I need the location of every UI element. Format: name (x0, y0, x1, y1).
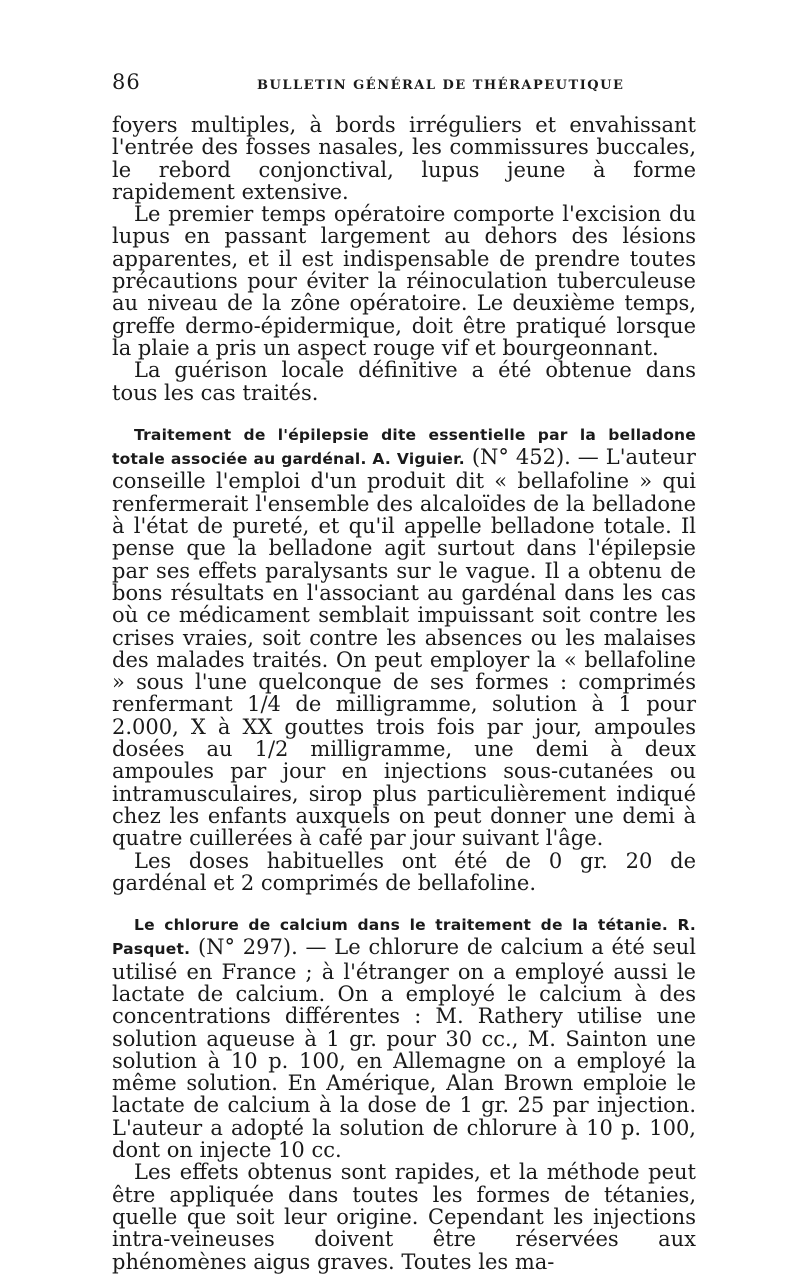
running-title: BULLETIN GÉNÉRAL DE THÉRAPEUTIQUE (257, 78, 625, 93)
page-header (112, 70, 696, 100)
paragraph: Les doses habituelles ont été de 0 gr. 20 de gardénal et 2 comprimés de bellafoline. (112, 848, 696, 895)
article-text: — L'auteur conseille l'emploi d'un produit dit « bellafoline » qui renfermerait l'ensemble des alcaloïdes de la belladone à l'état de pureté, et qu'il appelle belladone totale. Il pense que la belladone agit surtout dans l'épilepsie par ses effets paralysants sur le vague. Il a obtenu de bons résultats en l'associant au gardénal dans les cas où ce médicament semblait impuissant soit contre les crises vraies, soit contre les absences ou les malaises des malades traités. On peut employer la « bellafoline » sous l'une quelconque de ses formes : comprimés renfermant 1/4 de milligramme, solution à 1 pour 2.000, X à XX gouttes trois fois par jour, ampoules dosées au 1/2 milligramme, une demi à deux ampoules par jour en injections sous-cutanées ou intramusculaires, sirop plus particulièrement indiqué chez les enfants auxquels on peut donner une demi à quatre cuillerées à café par jour suivant l'âge. (112, 445, 696, 851)
paragraph: La guérison locale définitive a été obtenue dans tous les cas traités. (112, 358, 696, 405)
article-tetanie (112, 912, 696, 1161)
article-text: — Le chlorure de calcium a été seul utilisé en France ; à l'étranger on a employé aussi le lactate de calcium. On a employé le calcium à des concentrations différentes : M. Rathery utilise une solution aqueuse à 1 gr. pour 30 cc., M. Sainton une solution à 10 p. 100, en Allemagne on a employé la même solution. En Amérique, Alan Brown emploie le lactate de calcium à la dose de 1 gr. 25 par injection. L'auteur a adopté la solution de chlorure à 10 p. 100, dont on injecte 10 cc. (112, 935, 696, 1163)
paragraph: Les effets obtenus sont rapides, et la méthode peut être appliquée dans toutes les formes de tétanies, quelle que soit leur origine. Cependant les injections intra-veineuses doivent être réservées aux phénomènes aigus graves. Toutes les ma- (112, 1160, 696, 1274)
page-body (112, 114, 696, 1273)
paragraph-continued: foyers multiples, à bords irréguliers et envahissant l'entrée des fosses nasales, les commissures buccales, le rebord conjonctival, lupus jeune à forme rapidement extensive. (112, 113, 696, 204)
article-reference: (N° 297). (197, 935, 298, 960)
page-number: 86 (112, 70, 141, 94)
article-title: Traitement de l'épilepsie dite essentielle par la belladone totale associée au gardénal. A. Viguier. (112, 425, 696, 469)
article-epilepsie (112, 422, 696, 850)
article-title: Le chlorure de calcium dans le traitement de la tétanie. R. Pasquet. (112, 916, 696, 959)
article-reference: (N° 452). (471, 445, 571, 470)
paragraph: Le premier temps opératoire comporte l'excision du lupus en passant largement au dehors des lésions apparentes, et il est indispensable de prendre toutes précautions pour éviter la réinoculation tuberculeuse au niveau de la zône opératoire. Le deuxième temps, greffe dermo-épidermique, doit être pratiqué lorsque la plaie a pris un aspect rouge vif et bourgeonnant. (112, 202, 696, 360)
